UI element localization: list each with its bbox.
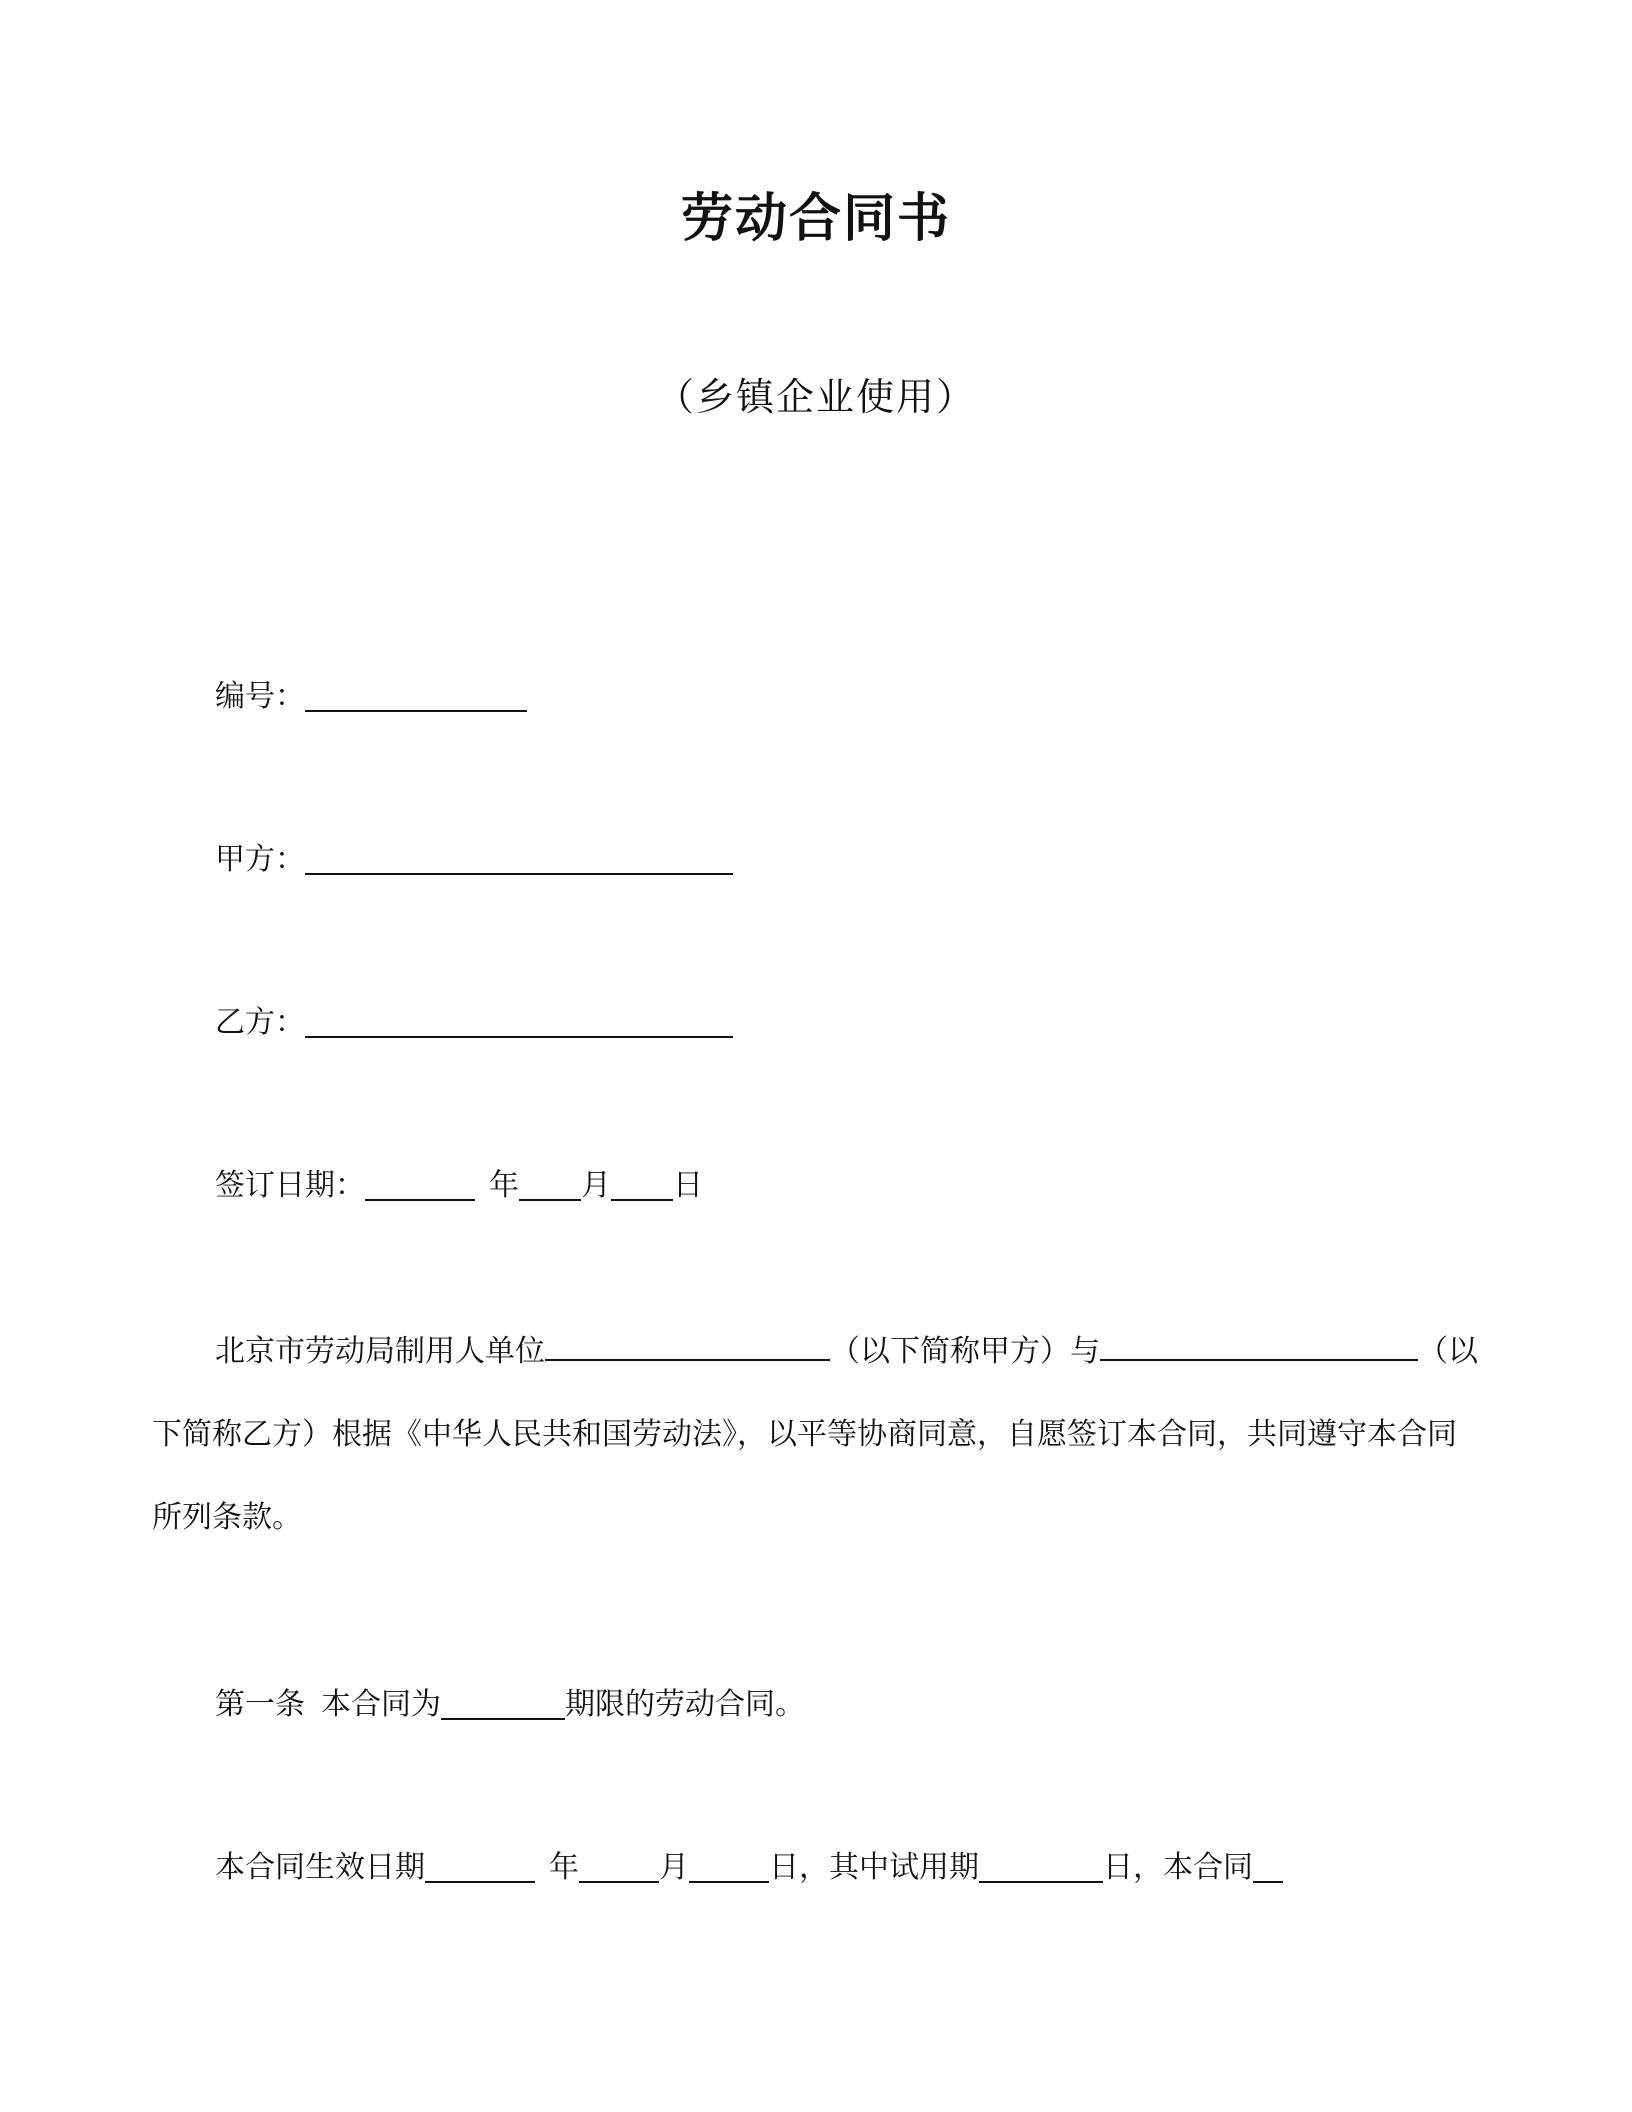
effective-month-blank (579, 1853, 659, 1883)
number-blank (305, 682, 527, 712)
employer-blank (545, 1333, 830, 1361)
preamble-text-1: 北京市劳动局制用人单位 (215, 1334, 545, 1369)
effective-day-blank (689, 1853, 769, 1883)
party-a-blank (305, 845, 733, 875)
article-1-row (215, 1687, 805, 1722)
sign-year-blank (365, 1171, 475, 1201)
party-b-blank (305, 1008, 733, 1038)
effective-day-unit: 日，其中试用期 (769, 1850, 979, 1885)
party-b-row (215, 1005, 733, 1040)
effective-text-2: 日，本合同 (1103, 1850, 1253, 1885)
sign-date-row (215, 1168, 703, 1203)
preamble-text-2: （以下简称甲方）与 (830, 1334, 1100, 1369)
effective-year-unit: 年 (549, 1850, 579, 1885)
effective-date-row (215, 1850, 1283, 1885)
contract-term-blank (441, 1690, 565, 1720)
trailing-blank (1253, 1853, 1283, 1883)
probation-days-blank (979, 1853, 1103, 1883)
sign-date-label: 签订日期： (215, 1168, 365, 1203)
sign-month-blank (519, 1171, 581, 1201)
sign-year-unit: 年 (489, 1168, 519, 1203)
document-title: 劳动合同书 (680, 189, 951, 249)
sign-day-unit: 日 (673, 1168, 703, 1203)
article-1-text-2: 期限的劳动合同。 (565, 1687, 805, 1722)
document-subtitle: （乡镇企业使用） (655, 375, 976, 419)
party-a-label: 甲方： (215, 842, 305, 877)
effective-month-unit: 月 (659, 1850, 689, 1885)
article-1-label: 第一条 (215, 1687, 305, 1722)
sign-day-blank (611, 1171, 673, 1201)
party-a-row (215, 842, 733, 877)
effective-year-blank (425, 1853, 535, 1883)
article-1-text-1: 本合同为 (321, 1687, 441, 1722)
number-row (215, 679, 527, 714)
number-label: 编号： (215, 679, 305, 714)
effective-text-1: 本合同生效日期 (215, 1850, 425, 1885)
sign-month-unit: 月 (581, 1168, 611, 1203)
party-b-label: 乙方： (215, 1005, 305, 1040)
employee-blank (1100, 1333, 1418, 1361)
preamble-paragraph (152, 1310, 1480, 1559)
preamble-text-3: （以下简称乙方）根据《中华人民共和国劳动法》，以平等协商同意，自愿签订本合同，共同遵守本合同所列条款。 (152, 1334, 1478, 1535)
